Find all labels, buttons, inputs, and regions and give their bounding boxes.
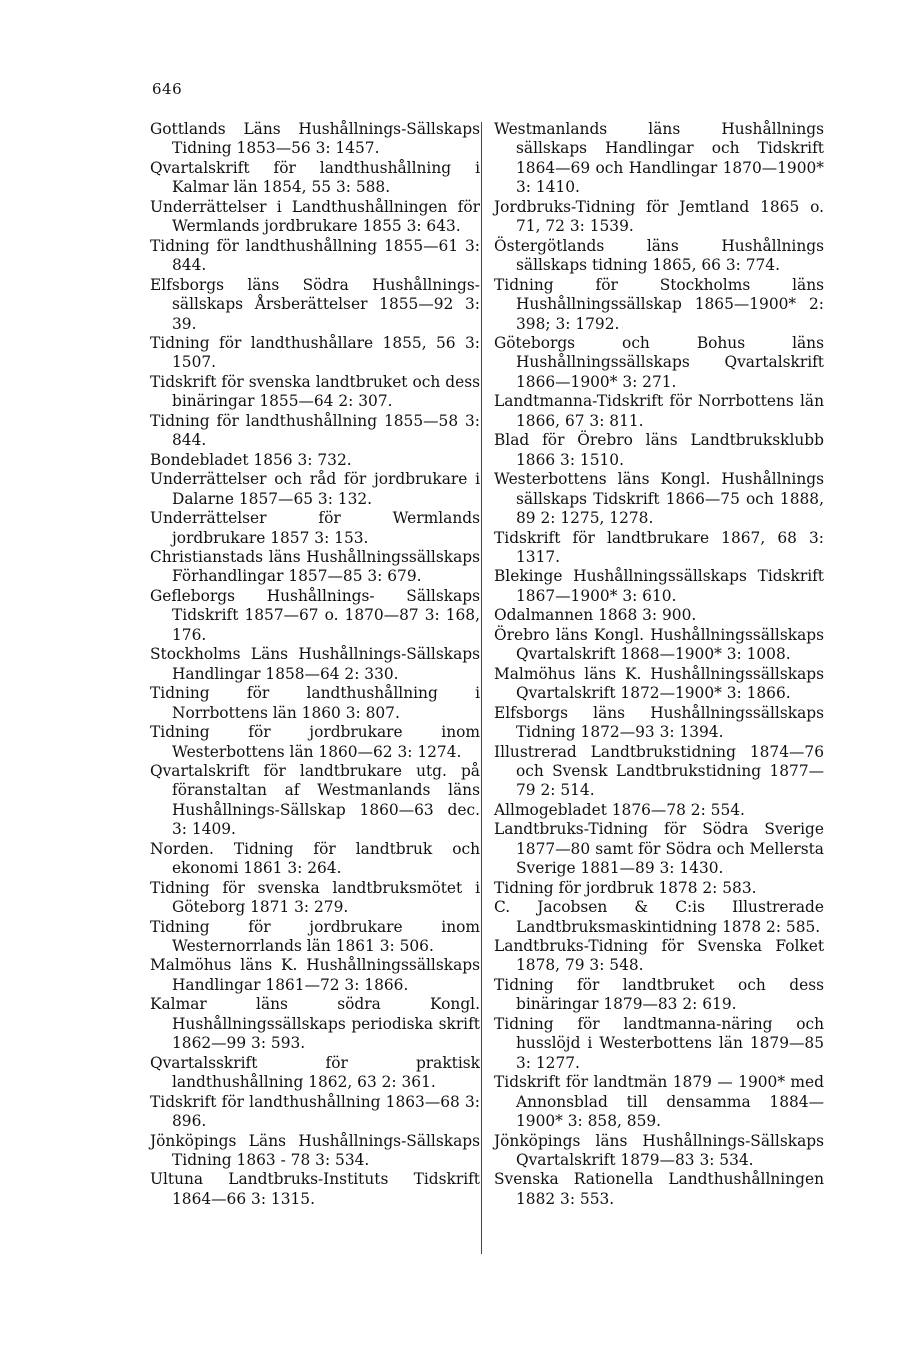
list-item: Underrättelser för Wermlands jordbrukare 1857 3: 153. — [150, 509, 480, 547]
list-item: Westerbottens läns Kongl. Hushållnings sällskaps Tidskrift 1866—75 och 1888, 89 2: 1275, 1278. — [494, 470, 824, 528]
list-item: Elfsborgs läns Södra Hushållnings-sällskaps Årsberättelser 1855—92 3: 39. — [150, 275, 480, 333]
list-item: Landtbruks-Tidning för Södra Sverige 1877—80 samt för Södra och Mellersta Sverige 1881—89 3: 1430. — [494, 820, 824, 878]
list-item: Elfsborgs läns Hushållningssällskaps Tidning 1872—93 3: 1394. — [494, 703, 824, 742]
list-item: Qvartalsskrift för praktisk landthushållning 1862, 63 2: 361. — [150, 1053, 480, 1092]
list-item: Tidning för landtmanna-näring och husslöjd i Westerbottens län 1879—85 3: 1277. — [494, 1014, 824, 1072]
list-item: Tidning för Stockholms läns Hushållningssällskap 1865—1900* 2: 398; 3: 1792. — [494, 275, 824, 333]
list-item: Jönköpings Läns Hushållnings-Sällskaps Tidning 1863 - 78 3: 534. — [150, 1131, 480, 1170]
list-item: Underrättelser och råd för jordbrukare i Dalarne 1857—65 3: 132. — [150, 470, 480, 508]
left-column — [150, 120, 480, 1209]
list-item: Tidskrift för svenska landtbruket och dess binäringar 1855—64 2: 307. — [150, 372, 480, 411]
list-item: Ultuna Landtbruks-Instituts Tidskrift 1864—66 3: 1315. — [150, 1170, 480, 1208]
list-item: Tidning för jordbrukare inom Westernorrlands län 1861 3: 506. — [150, 917, 480, 956]
list-item: Bondebladet 1856 3: 732. — [150, 450, 352, 469]
list-item: Gottlands Läns Hushållnings-Sällskaps Tidning 1853—56 3: 1457. — [150, 120, 480, 158]
list-item: Odalmannen 1868 3: 900. — [494, 606, 697, 625]
list-item: Tidskrift för landthushållning 1863—68 3: 896. — [150, 1092, 480, 1131]
list-item: Malmöhus läns K. Hushållningssällskaps Handlingar 1861—72 3: 1866. — [150, 956, 480, 994]
list-item: Blad för Örebro läns Landtbruksklubb 1866 3: 1510. — [494, 431, 824, 469]
list-item: Underrättelser i Landthushållningen för Wermlands jordbrukare 1855 3: 643. — [150, 197, 480, 236]
list-item: Stockholms Läns Hushållnings-Sällskaps Handlingar 1858—64 2: 330. — [150, 645, 480, 683]
list-item: Tidning för landthushållning 1855—61 3: 844. — [150, 236, 480, 275]
list-item: Tidning för svenska landtbruksmötet i Göteborg 1871 3: 279. — [150, 878, 480, 917]
list-item: Tidning för jordbruk 1878 2: 583. — [494, 878, 757, 897]
list-item: Örebro läns Kongl. Hushållningssällskaps Qvartalskrift 1868—1900* 3: 1008. — [494, 625, 824, 664]
list-item: Qvartalskrift för landtbrukare utg. på föranstaltan af Westmanlands läns Hushållnings-Sällskap 1860—63 dec. 3: 1409. — [150, 761, 480, 839]
list-item: Östergötlands läns Hushållnings sällskaps tidning 1865, 66 3: 774. — [494, 236, 824, 275]
list-item: Westmanlands läns Hushållnings sällskaps Handlingar och Tidskrift 1864—69 och Handlingar 1870—1900* 3: 1410. — [494, 120, 824, 197]
list-item: Tidning för landtbruket och dess binäringar 1879—83 2: 619. — [494, 975, 824, 1014]
list-item: Norden. Tidning för landtbruk och ekonomi 1861 3: 264. — [150, 839, 480, 878]
list-item: Allmogebladet 1876—78 2: 554. — [494, 800, 745, 819]
list-item: Tidskrift för landtbrukare 1867, 68 3: 1317. — [494, 528, 824, 566]
list-item: Jönköpings läns Hushållnings-Sällskaps Qvartalskrift 1879—83 3: 534. — [494, 1131, 824, 1170]
list-item: Landtmanna-Tidskrift för Norrbottens län 1866, 67 3: 811. — [494, 392, 824, 430]
list-item: Gefleborgs Hushållnings- Sällskaps Tidskrift 1857—67 o. 1870—87 3: 168, 176. — [150, 586, 480, 644]
list-item: Tidning för jordbrukare inom Westerbottens län 1860—62 3: 1274. — [150, 723, 480, 761]
list-item: Jordbruks-Tidning för Jemtland 1865 o. 71, 72 3: 1539. — [494, 197, 824, 236]
list-item: C. Jacobsen & C:is Illustrerade Landtbruksmaskintidning 1878 2: 585. — [494, 898, 824, 936]
list-item: Blekinge Hushållningssällskaps Tidskrift 1867—1900* 3: 610. — [494, 567, 824, 605]
list-item: Christianstads läns Hushållningssällskaps Förhandlingar 1857—85 3: 679. — [150, 547, 480, 586]
right-column — [494, 120, 824, 1209]
page-number: 646 — [152, 80, 183, 98]
list-item: Kalmar läns södra Kongl. Hushållningssällskaps periodiska skrift 1862—99 3: 593. — [150, 995, 480, 1053]
column-divider — [481, 122, 482, 1254]
list-item: Göteborgs och Bohus läns Hushållningssällskaps Qvartalskrift 1866—1900* 3: 271. — [494, 333, 824, 391]
list-item: Tidskrift för landtmän 1879 — 1900* med Annonsblad till densamma 1884—1900* 3: 858, 859. — [494, 1073, 824, 1131]
list-item: Tidning för landthushållare 1855, 56 3: 1507. — [150, 333, 480, 372]
list-item: Landtbruks-Tidning för Svenska Folket 1878, 79 3: 548. — [494, 937, 824, 975]
list-item: Tidning för landthushållning i Norrbottens län 1860 3: 807. — [150, 684, 480, 722]
list-item: Illustrerad Landtbrukstidning 1874—76 och Svensk Landtbrukstidning 1877—79 2: 514. — [494, 742, 824, 800]
list-item: Malmöhus läns K. Hushållningssällskaps Qvartalskrift 1872—1900* 3: 1866. — [494, 664, 824, 703]
list-item: Qvartalskrift för landthushållning i Kalmar län 1854, 55 3: 588. — [150, 158, 480, 197]
list-item: Svenska Rationella Landthushållningen 1882 3: 553. — [494, 1170, 824, 1208]
list-item: Tidning för landthushållning 1855—58 3: 844. — [150, 411, 480, 450]
